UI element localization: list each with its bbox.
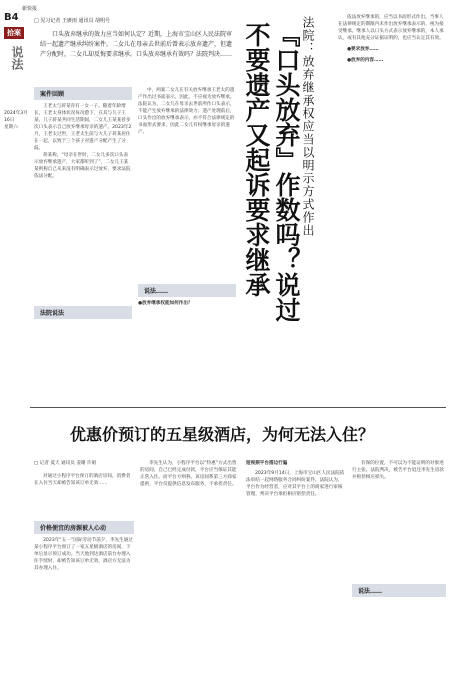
intro-box [40, 30, 236, 76]
middle-text [138, 87, 236, 282]
page-number: B4 [4, 12, 19, 23]
paper-name: 新快报 [22, 6, 38, 12]
headline-main: 『口头放弃』作数吗？说过不要遗产又起诉要求继承 [242, 22, 301, 322]
section-subtitle: 说法 [10, 46, 24, 70]
section-tag: 拾案 [4, 27, 24, 39]
bottom-headline: 优惠价预订的五星级酒店，为何无法入住？ [70, 425, 375, 444]
bottom-byline: □ 记者 夏天 通讯员 姜珊 许娟 [34, 461, 97, 466]
headline-kicker: 法院：放弃继承权应当以明示方式作出 [301, 16, 315, 237]
section-bar-court [34, 306, 132, 319]
section-bar-right [352, 584, 446, 597]
case-paragraph: 蒋某称，“母亲在世时，二女儿多次口头表示放弃继承遗产，大家都听到了”，二女儿王某某则称自己从来没有明确表示过放弃，要求法院依法分配。 [34, 153, 131, 179]
right-question: ●要求放弃…… [347, 47, 379, 52]
intro-text: 口头放弃继承的效力应当如何认定？近期，上海市宝山区人民法院审结一起遗产继承纠纷案件。二女儿在母亲去世前后曾表示放弃遗产，但遗产分配时，二女儿却反悔要求继承。口头放弃继承有效吗？法院判决…… [40, 31, 233, 58]
bar-label: 法院说法 [40, 310, 65, 317]
col4-paragraph: 有保的位置，不可以为不能证明的对象进行主张。法院判决，被告平台退还李先生房款并赔偿相应损失。 [352, 461, 444, 480]
bottom-col1 [34, 537, 134, 671]
bar-label: 案件回顾 [40, 91, 65, 98]
right-paragraph: 依法放弃继承的，应当以书面形式作出。当事人在法律规定的期限内未作出放弃继承表示的，视为接受继承。继承人以口头方式表示放弃继承的，本人承认，或有其他充分证据证明的，也应当认定其有效。 [338, 15, 444, 41]
col2-paragraph: 李先生认为，小程序平台以“特惠”方式出售的房间，自己已经完成付款，平台应当保证其能正常入住。而平台方则称，该房间系第三方商家提供，平台仅提供信息发布服务，不承担责任。 [140, 461, 237, 487]
bottom-lead [34, 473, 134, 513]
bar-label: 说法…… [144, 288, 169, 295]
section-divider [30, 407, 446, 408]
right-column-text [338, 14, 446, 334]
right-question: ●放弃的内容…… [347, 58, 384, 63]
weekday: 星期六 [4, 125, 18, 130]
section-bar-middle [138, 284, 236, 297]
section-bar-case-review [34, 87, 132, 100]
section-bar-price [34, 521, 134, 534]
lead-paragraph: 对通过小程序平台预订的酒店房间，消费者在入住当天却被告知该订单无效…… [34, 474, 131, 486]
middle-subhead: ●放弃继承权能如何作出？ [138, 301, 193, 306]
case-paragraph: 王老太与蒋某育有一女一子。随着年龄增长，王老太身体状况每况愈下，在其与儿子王某、儿子蒋某共同生活期间，二女儿王某某曾多次口头表示自己放弃继承母亲的遗产。2023年2月，王老太过世，王老太生前与大儿子蒋某居住在一起，以致于三个孩子对遗产分配产生了分歧。 [34, 104, 132, 151]
col1-paragraph: 2023年“五一”国际劳动节前夕，李先生通过某小程序平台预订了一家五星级酒店的房间，下单后显示预订成功。当天他到达酒店前台办理入住手续时，却被告知该订单无效，酒店方无法为其办理入住。 [34, 538, 133, 571]
bar-label: 价格便宜的房源被人心动 [40, 525, 107, 532]
case-text [34, 103, 132, 303]
bottom-col3 [246, 460, 346, 671]
bottom-col4 [352, 460, 446, 580]
byline: □ 见习记者 王赓雨 通讯员 胡明号 [34, 18, 111, 24]
bottom-col2 [140, 460, 240, 671]
col3-paragraph: 2023年9月14日，上海市宝山区人民法院依法审结一起网络服务合同纠纷案件。法院认为，平台作为经营者，应对其平台上的商家进行审核管理，判决平台承担相应赔偿责任。 [246, 471, 345, 497]
bar-label: 说法…… [358, 588, 383, 595]
col3-subhead: 短视频平台搭边行骗 [246, 461, 288, 466]
issue-date: 2024年3月16日 [4, 111, 28, 123]
middle-paragraph: 中，两案二女儿在有关放弃继承王老太的遗产作出过书面表示，因此，不应视为放弃继承。法院认为，二女儿在母亲去世前所作口头表示，不能产生放弃继承的法律效力；遗产处理前后，口头作出的放弃继承表示，亦不符合法律规定的书面形式要求，因此二女儿有权继承母亲的遗产。 [138, 88, 235, 135]
